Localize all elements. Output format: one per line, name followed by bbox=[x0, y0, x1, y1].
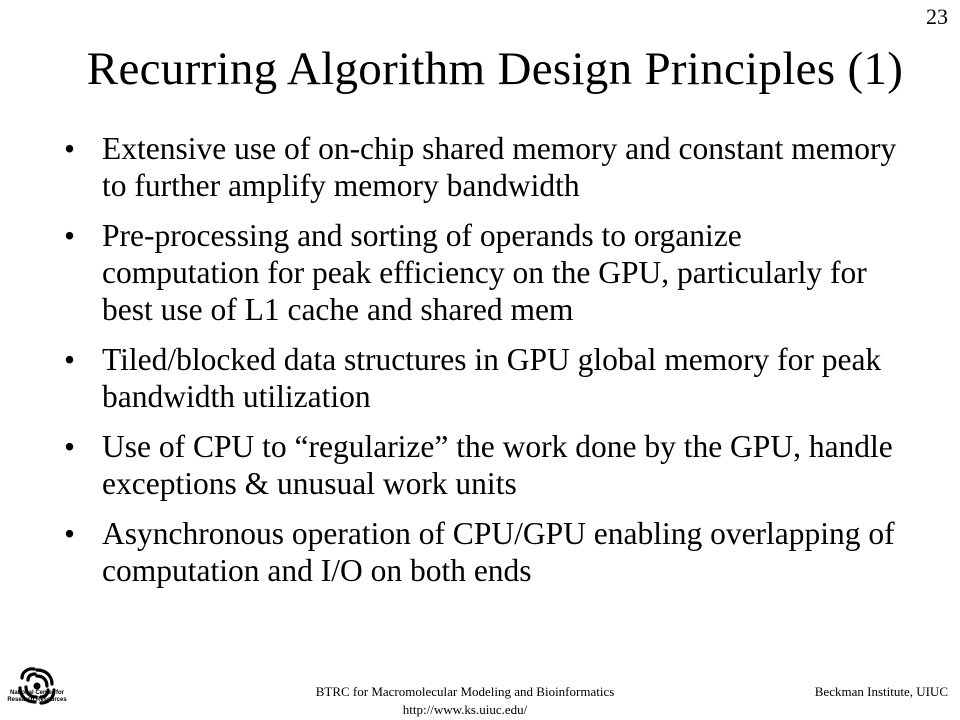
bullet-item bbox=[64, 217, 904, 328]
footer-center-url: http://www.ks.uiuc.edu/ bbox=[402, 702, 528, 717]
slide-number: 23 bbox=[926, 4, 948, 29]
bullet-item bbox=[64, 130, 904, 204]
ncrr-logo-icon bbox=[6, 654, 68, 718]
bullet-dot-icon: • bbox=[64, 342, 76, 377]
bullet-item bbox=[64, 515, 904, 589]
bullet-dot-icon: • bbox=[64, 131, 76, 166]
bullet-item bbox=[64, 428, 904, 502]
bullet-text: Tiled/blocked data structures in GPU global memory for peak bandwidth utilization bbox=[102, 342, 882, 414]
bullet-text: Use of CPU to “regularize” the work done by the GPU, handle exceptions & unusual work units bbox=[102, 429, 893, 501]
bullet-dot-icon: • bbox=[64, 218, 76, 253]
bullet-item bbox=[64, 341, 904, 415]
footer-center-line1: BTRC for Macromolecular Modeling and Bioinformatics bbox=[315, 684, 615, 699]
bullet-dot-icon: • bbox=[64, 516, 76, 551]
bullet-dot-icon: • bbox=[64, 429, 76, 464]
bullet-list bbox=[64, 130, 904, 602]
footer-center bbox=[290, 683, 640, 719]
bullet-text: Extensive use of on-chip shared memory and constant memory to further amplify memory bandwidth bbox=[102, 131, 897, 203]
logo-caption: National Center for Research Resources bbox=[7, 690, 67, 703]
footer-right: Beckman Institute, UIUC bbox=[814, 684, 948, 699]
slide-title: Recurring Algorithm Design Principles (1) bbox=[86, 43, 904, 95]
bullet-text: Pre-processing and sorting of operands to organize computation for peak efficiency on the GPU, particularly for best use of L1 cache and shared mem bbox=[102, 218, 867, 327]
bullet-text: Asynchronous operation of CPU/GPU enabling overlapping of computation and I/O on both ends bbox=[102, 516, 895, 588]
